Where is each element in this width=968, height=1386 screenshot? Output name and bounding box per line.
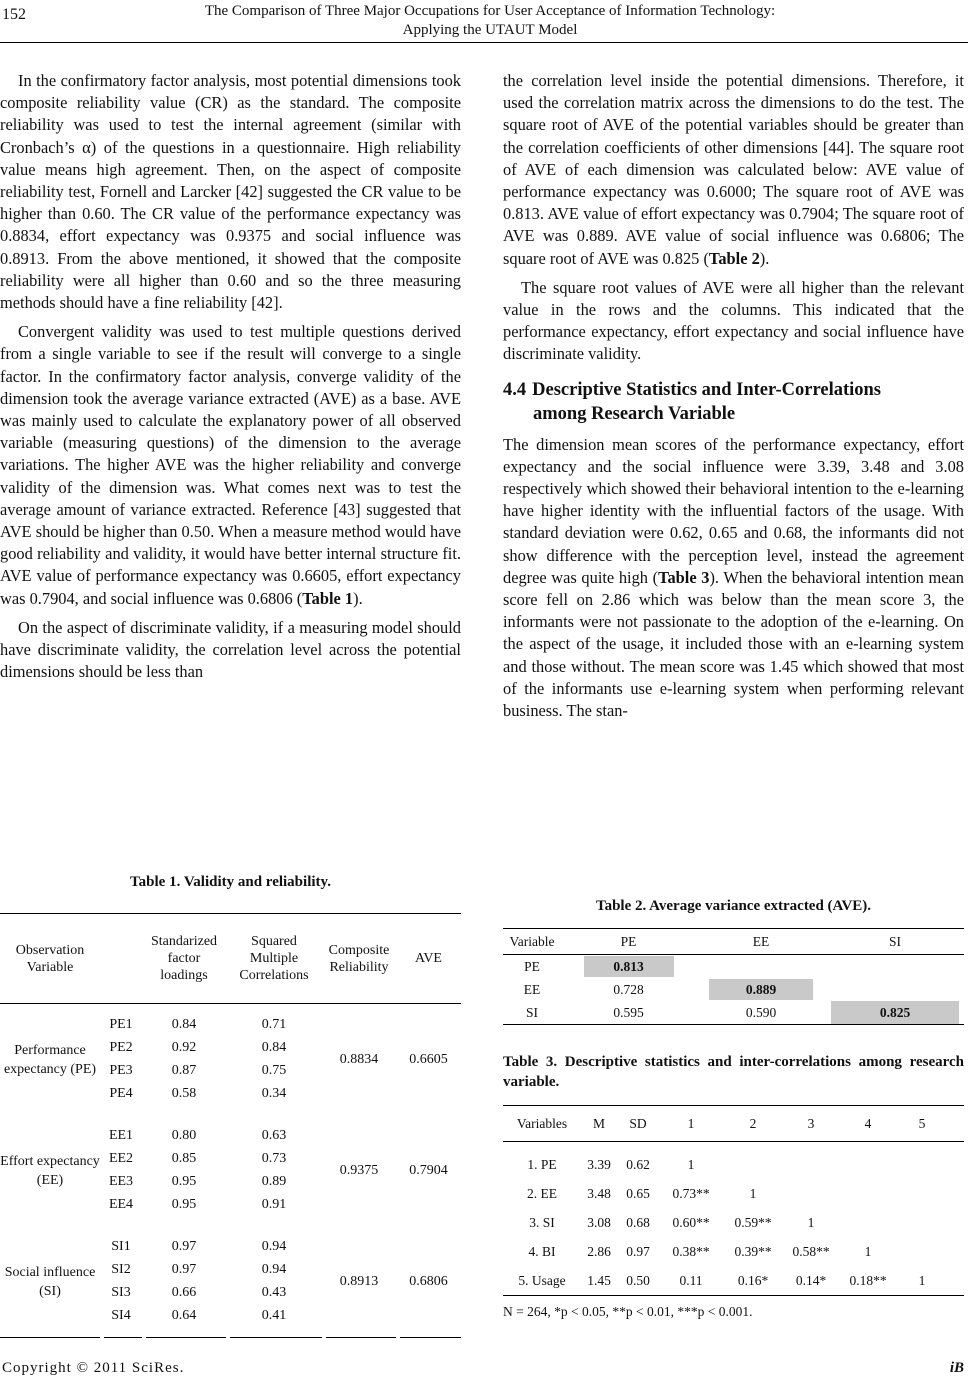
group-rows <box>100 1226 322 1337</box>
table-cell: 1 <box>749 1185 757 1201</box>
table-cell: 5. Usage <box>518 1272 566 1288</box>
group-rows <box>100 1004 322 1115</box>
table-row <box>100 1083 322 1106</box>
table-body <box>503 1105 964 1296</box>
row-label: SI <box>525 1004 538 1020</box>
table-cell: 3.08 <box>587 1214 611 1230</box>
header-cell: Variable <box>509 933 555 949</box>
table-cell <box>696 955 826 978</box>
table-cell: 2.86 <box>587 1243 611 1259</box>
table-cell: 0.73** <box>672 1185 710 1201</box>
table-caption: Table 1. Validity and reliability. <box>130 874 331 890</box>
table-reference: Table 3 <box>658 567 710 587</box>
table-cell: 0.68 <box>626 1214 650 1230</box>
table-row <box>503 1179 964 1208</box>
header-cell: M <box>592 1115 605 1131</box>
item-smc: 0.91 <box>261 1197 287 1212</box>
table-row <box>100 1125 322 1148</box>
table-cell: 0.59** <box>734 1214 772 1230</box>
copyright-notice: Copyright © 2011 SciRes. <box>2 1360 185 1376</box>
item-code: EE2 <box>108 1151 134 1166</box>
table-cell: 1 <box>807 1214 815 1230</box>
table-cell: 0.65 <box>626 1185 650 1201</box>
header-observation: Observation Variable <box>15 942 85 975</box>
header-ave: AVE <box>415 951 442 966</box>
table-row <box>100 1259 322 1282</box>
paragraph-discriminate-validity: On the aspect of discriminate validity, if a measuring model should have discriminate validity, the correlation level across the potential dimensions should be less than <box>0 617 461 682</box>
paragraph-text: the correlation level inside the potential dimensions. Therefore, it used the correlation matrix across the dimensions to do the test. The square root of AVE of the potential variables should be greater than the correlation coefficients of other dimensions [44]. The square root of AVE of each dimension was calculated below: AVE value of performance expectancy was 0.6000; The square root of AVE was 0.813. AVE value of effort expectancy was 0.7904; The square root of AVE was 0.889. AVE value of social influence was 0.6806; The square root of AVE was 0.825 ( <box>503 71 964 268</box>
table-cell: 3. SI <box>529 1214 555 1230</box>
item-code: PE1 <box>109 1017 133 1032</box>
journal-abbreviation: iB <box>949 1360 964 1376</box>
table-group-effort <box>0 1115 461 1226</box>
table-caption: Table 3. Descriptive statistics and inter-correlations among research variable. <box>503 1054 964 1090</box>
diagonal-cell: 0.825 <box>831 1001 959 1024</box>
table-cell: 0.97 <box>626 1243 650 1259</box>
group-composite-reliability: 0.9375 <box>339 1162 379 1178</box>
paragraph-text: The dimension mean scores of the performance expectancy, effort expectancy and the social influence were 3.39, 3.48 and 3.08 respectively which showed their behavioral intention to the e-learning have higher identity with the influential factors of the usage. With standard deviation were 0.62, 0.65 and 0.68, the informants did not show difference with the perception level, instead the agreement degree was quite high ( <box>503 434 964 587</box>
item-loading: 0.84 <box>171 1017 197 1032</box>
left-column <box>0 70 461 683</box>
group-composite-reliability: 0.8913 <box>339 1273 379 1289</box>
item-code: SI2 <box>111 1262 131 1277</box>
group-ave: 0.6806 <box>409 1273 448 1289</box>
table-row <box>100 1236 322 1259</box>
item-smc: 0.63 <box>261 1128 287 1143</box>
header-cell: PE <box>620 933 637 949</box>
table-cell: 0.16* <box>737 1272 769 1288</box>
paragraph-descriptive-statistics <box>503 434 964 723</box>
section-number: 4.4 <box>503 379 527 400</box>
paragraph-text: Convergent validity was used to test multiple questions derived from a single variable to see if the result will converge to a single factor. In the confirmatory factor analysis, converge validity of the dimension took the average variance extracted (AVE) as a base. AVE was mainly used to calculate the explanatory power of all observed variable (measuring questions) of the dimension to the average variations. The higher AVE was the higher reliability and converge validity of the dimension was. What comes next was to test the average amount of variance extracted. Reference [43] suggested that AVE should be higher than 0.50. When a measure method would have good reliability and validity, it would have better internal structure fit. AVE value of performance expectancy was 0.6605, effort expectancy was 0.7904, and social influence was 0.6806 ( <box>0 322 461 608</box>
group-composite-reliability: 0.8834 <box>339 1051 379 1067</box>
header-smc: Squared Multiple Correlations <box>239 934 309 983</box>
table-ave <box>503 896 964 1025</box>
table-cell: 0.590 <box>745 1004 777 1020</box>
header-cell: 4 <box>864 1115 872 1131</box>
item-loading: 0.66 <box>171 1285 197 1300</box>
table-cell: 0.60** <box>672 1214 710 1230</box>
header-cell: SI <box>888 933 901 949</box>
item-smc: 0.75 <box>261 1063 287 1078</box>
item-code: EE3 <box>108 1174 134 1189</box>
paragraph-convergent-validity <box>0 321 461 610</box>
table-cell: 0.39** <box>734 1243 772 1259</box>
item-loading: 0.97 <box>171 1239 197 1254</box>
running-title-line-2: Applying the UTAUT Model <box>402 22 578 38</box>
table-row <box>503 955 964 978</box>
table-row <box>100 1282 322 1305</box>
table-row <box>100 1037 322 1060</box>
group-label: Effort expectancy (EE) <box>0 1153 100 1188</box>
bottom-rule <box>146 1337 226 1338</box>
table-cell: 0.11 <box>679 1272 703 1288</box>
item-code: EE1 <box>108 1128 134 1143</box>
table-cell: 1 <box>918 1272 926 1288</box>
group-label: Performance expectancy (PE) <box>3 1042 97 1077</box>
item-loading: 0.95 <box>171 1174 197 1189</box>
item-code: SI1 <box>111 1239 131 1254</box>
right-column <box>503 70 964 722</box>
table-body <box>0 913 461 1337</box>
diagonal-cell: 0.889 <box>709 979 813 1000</box>
diagonal-cell: 0.813 <box>584 956 674 977</box>
header-loadings: Standarized factor loadings <box>150 934 218 983</box>
section-heading <box>503 378 964 426</box>
item-smc: 0.73 <box>261 1151 287 1166</box>
running-title <box>80 2 900 40</box>
table-row <box>503 1237 964 1266</box>
header-composite-reliability: Composite Reliability <box>328 942 390 975</box>
paragraph-correlation-matrix <box>503 70 964 270</box>
table-cell: 3.48 <box>587 1185 611 1201</box>
table-cell: 1. PE <box>527 1156 557 1172</box>
header-cell: 3 <box>807 1115 815 1131</box>
paragraph-composite-reliability: In the confirmatory factor analysis, most potential dimensions took composite reliability value (CR) as the standard. The composite reliability was used to test the internal agreement (similar with Cronbach’s α) of the questions in a questionnaire. High reliability value means high agreement. Then, on the aspect of composite reliability test, Fornell and Larcker [42] suggested the CR value to be higher than 0.60. The CR value of the performance expectancy was 0.8834, effort expectancy was 0.9375 and social influence was 0.8913. From the above mentioned, it showed that the composite reliability were all higher than 0.60 and so the three measuring methods should have a fine reliability [42]. <box>0 71 461 313</box>
table-cell: 3.39 <box>587 1156 611 1172</box>
item-smc: 0.89 <box>261 1174 287 1189</box>
table-row <box>100 1060 322 1083</box>
table-row <box>503 978 964 1001</box>
table-cell <box>696 978 826 1001</box>
item-loading: 0.64 <box>171 1308 197 1323</box>
table-group-performance <box>0 1004 461 1115</box>
table-group-social <box>0 1226 461 1337</box>
table-cell: 1 <box>687 1156 695 1172</box>
table-header-row <box>503 929 964 955</box>
table-cell <box>561 955 696 978</box>
table-cell: 0.728 <box>613 981 644 997</box>
table-reference: Table 2 <box>708 248 760 268</box>
table-reference: Table 1 <box>302 588 354 608</box>
header-cell: SD <box>629 1115 647 1131</box>
item-smc: 0.41 <box>261 1308 287 1323</box>
paragraph-end: ). <box>353 588 363 608</box>
item-code: SI3 <box>111 1285 131 1300</box>
item-loading: 0.58 <box>171 1086 197 1101</box>
section-title-line-2: among Research Variable <box>533 403 736 424</box>
item-loading: 0.87 <box>171 1063 197 1078</box>
header-cell: 1 <box>687 1115 695 1131</box>
header-rule <box>0 42 968 43</box>
item-smc: 0.43 <box>261 1285 287 1300</box>
table-body <box>503 928 964 1025</box>
section-title-line-1: Descriptive Statistics and Inter-Correlations <box>532 379 882 400</box>
table-cell <box>826 1001 964 1024</box>
group-ave: 0.7904 <box>409 1162 448 1178</box>
table-validity-reliability <box>0 872 461 1337</box>
table-row <box>503 1266 964 1295</box>
table-row <box>100 1305 322 1328</box>
table-row <box>100 1148 322 1171</box>
header-cell: 2 <box>749 1115 757 1131</box>
item-code: PE3 <box>109 1063 133 1078</box>
table-row <box>503 1208 964 1237</box>
item-smc: 0.94 <box>261 1262 287 1277</box>
table-row <box>503 1001 964 1024</box>
page-header <box>0 2 968 42</box>
bottom-rule <box>400 1337 461 1338</box>
item-smc: 0.84 <box>261 1040 287 1055</box>
item-smc: 0.71 <box>261 1017 287 1032</box>
table-cell: 4. BI <box>528 1243 556 1259</box>
header-cell: 5 <box>918 1115 926 1131</box>
page-number: 152 <box>2 6 26 23</box>
bottom-rule <box>0 1337 100 1338</box>
table-cell: 0.50 <box>626 1272 650 1288</box>
item-code: PE4 <box>109 1086 133 1101</box>
table-row <box>100 1171 322 1194</box>
table-caption: Table 2. Average variance extracted (AVE). <box>595 898 872 914</box>
table-cell: 0.62 <box>626 1156 650 1172</box>
table-cell: 0.595 <box>613 1004 644 1020</box>
item-code: EE4 <box>108 1197 134 1212</box>
table-note: N = 264, *p < 0.05, **p < 0.01, ***p < 0.001. <box>503 1304 753 1319</box>
item-code: PE2 <box>109 1040 133 1055</box>
table-cell <box>826 955 964 978</box>
table-cell <box>826 978 964 1001</box>
item-loading: 0.97 <box>171 1262 197 1277</box>
item-loading: 0.85 <box>171 1151 197 1166</box>
running-title-line-1: The Comparison of Three Major Occupations for User Acceptance of Information Technology: <box>204 3 776 19</box>
table-header-row <box>0 914 461 1004</box>
group-label: Social influence (SI) <box>4 1264 96 1299</box>
item-loading: 0.92 <box>171 1040 197 1055</box>
table-row <box>100 1014 322 1037</box>
table-cell: 1.45 <box>587 1272 611 1288</box>
table-cell: 0.14* <box>795 1272 827 1288</box>
group-rows <box>100 1115 322 1226</box>
bottom-rule <box>230 1337 322 1338</box>
row-label: PE <box>524 958 540 974</box>
item-code: SI4 <box>111 1308 131 1323</box>
table-cell: 2. EE <box>527 1185 557 1201</box>
table-cell: 1 <box>864 1243 872 1259</box>
bottom-rule <box>326 1337 396 1338</box>
item-smc: 0.94 <box>261 1239 287 1254</box>
table-row <box>503 1150 964 1179</box>
table-cell: 0.58** <box>792 1243 830 1259</box>
bottom-rule <box>104 1337 142 1338</box>
item-loading: 0.80 <box>171 1128 197 1143</box>
table-cell: 0.18** <box>849 1272 887 1288</box>
table-cell: 0.38** <box>672 1243 710 1259</box>
paragraph-discriminate-result: The square root values of AVE were all higher than the relevant value in the rows and the columns. This indicated that the performance expectancy, effort expectancy and social influence have discriminate validity. <box>503 277 964 364</box>
item-loading: 0.95 <box>171 1197 197 1212</box>
group-ave: 0.6605 <box>409 1051 448 1067</box>
table-descriptive-statistics <box>503 1052 964 1320</box>
table-row <box>100 1194 322 1217</box>
header-cell: Variables <box>516 1115 568 1131</box>
header-cell: EE <box>752 933 770 949</box>
table-header-row <box>503 1106 964 1142</box>
paragraph-text-continued: ). When the behavioral intention mean score fell on 2.86 which was below than the mean score 3, the informants were not passionate to the adoption of the e-learning. On the aspect of the usage, it included those with an e-learning system and those without. The mean score was 1.45 which showed that most of the informants use e-learning system when performing relevant business. The stan- <box>503 567 964 721</box>
paragraph-end: ). <box>759 248 770 268</box>
page-footer <box>0 1360 968 1382</box>
item-smc: 0.34 <box>261 1086 287 1101</box>
row-label: EE <box>523 981 541 997</box>
